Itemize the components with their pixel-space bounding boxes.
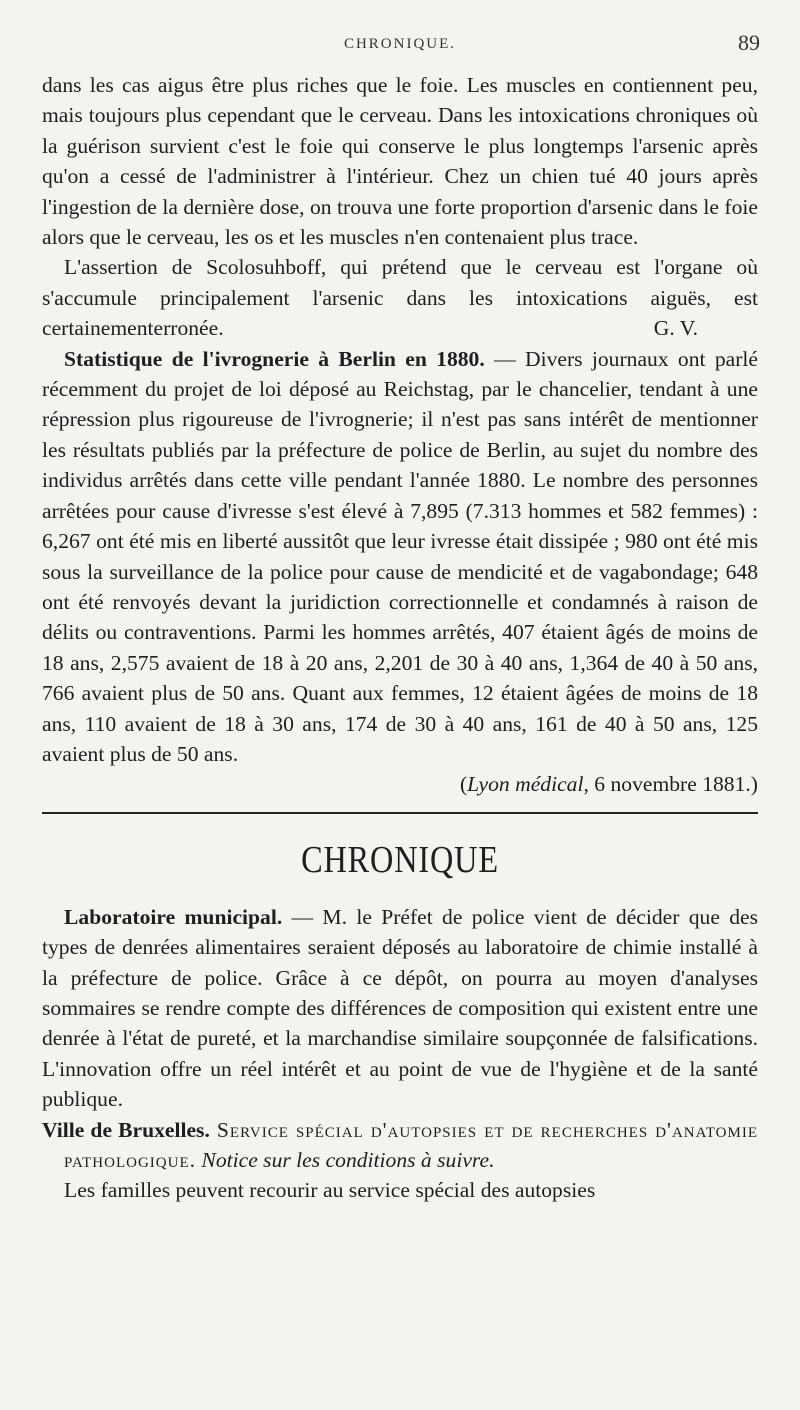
laboratoire-text: — M. le Préfet de police vient de décider que des types de denrées alimentaires seraient déposés au laboratoire de chimie installé à la préfecture de police. Grâce à ce dépôt, on pourra au moyen d'analyses sommaires se rendre compte des différences de composition qui existent entre une denrée à l'état de pureté, et la marchandise similaire soupçonnée de falsifications. L'innovation offre un réel intérêt et au point de vue de l'hygiène et de la santé publique.: [42, 904, 758, 1112]
statistique-text: — Divers journaux ont parlé récemment du projet de loi déposé au Reichstag, par le chancelier, tendant à une répression plus rigoureuse de l'ivrognerie; il n'est pas sans intérêt de mentionner les résultats publiés par la préfecture de police de Berlin, au sujet du nombre des individus arrêtés dans cette ville pendant l'année 1880. Le nombre des personnes arrêtées pour cause d'ivresse s'est élevé à 7,895 (7.313 hommes et 582 femmes) : 6,267 ont été mis en liberté aussitôt que leur ivresse était dissipée ; 980 ont été mis sous la surveillance de la police pour cause de mendicité et de vagabondage; 648 ont été renvoyés devant la juridiction correctionnelle et condamnés à raison de délits ou contraventions. Parmi les hommes arrêtés, 407 étaient âgés de moins de 18 ans, 2,575 avaient de 18 à 20 ans, 2,201 de 30 à 40 ans, 1,364 de 40 à 50 ans, 766 avaient plus de 50 ans. Quant aux femmes, 12 étaient âgées de moins de 18 ans, 110 avaient de 18 à 30 ans, 174 de 30 à 40 ans, 161 de 40 à 50 ans, 125 avaient plus de 50 ans.: [42, 346, 758, 766]
page-body: [42, 70, 758, 1206]
running-head-title: CHRONIQUE.: [343, 36, 457, 52]
paragraph-bruxelles: [42, 1115, 758, 1176]
citation-date: , 6 novembre 1881.): [583, 772, 758, 797]
paragraph-statistique: [42, 344, 758, 770]
bruxelles-service-caps: Service spécial d'autopsies et de recherches d'anatomie pathologique.: [64, 1117, 759, 1172]
citation: [42, 769, 758, 799]
paragraph-familles: Les familles peuvent recourir au service spécial des autopsies: [64, 1178, 596, 1203]
page-number: 89: [738, 30, 760, 55]
article-title-laboratoire: Laboratoire municipal.: [64, 904, 283, 929]
paragraph-arsenic: dans les cas aigus être plus riches que le foie. Les muscles en contiennent peu, mais toujours plus cependant que le cerveau. Dans les intoxications chroniques où la guérison survient c'est le foie qui conserve le plus longtemps l'arsenic après qu'on a cessé de l'administrer à l'intérieur. Chez un chien tué 40 jours après l'ingestion de la dernière dose, on trouva une forte proportion d'arsenic dans le foie alors que le cerveau, les os et les muscles n'en contenaient plus trace.: [42, 73, 758, 250]
citation-open: (: [459, 772, 468, 797]
citation-source: Lyon médical: [467, 772, 584, 797]
article-title-statistique: Statistique de l'ivrognerie à Berlin en 1880.: [64, 346, 485, 371]
running-head: [40, 28, 760, 58]
article-title-bruxelles: Ville de Bruxelles.: [42, 1117, 210, 1142]
bruxelles-notice: Notice sur les conditions à suivre.: [196, 1148, 495, 1172]
paragraph-laboratoire: [42, 902, 758, 1115]
section-title: CHRONIQUE: [301, 838, 499, 881]
paragraph-assertion: [42, 252, 758, 343]
assertion-text: L'assertion de Scolosuhboff, qui prétend que le cerveau est l'organe où s'accumule principalement l'arsenic dans les intoxications aiguës, est certainementerronée.: [42, 255, 758, 341]
author-signature: G. V.: [653, 316, 698, 341]
section-divider: [42, 812, 758, 814]
